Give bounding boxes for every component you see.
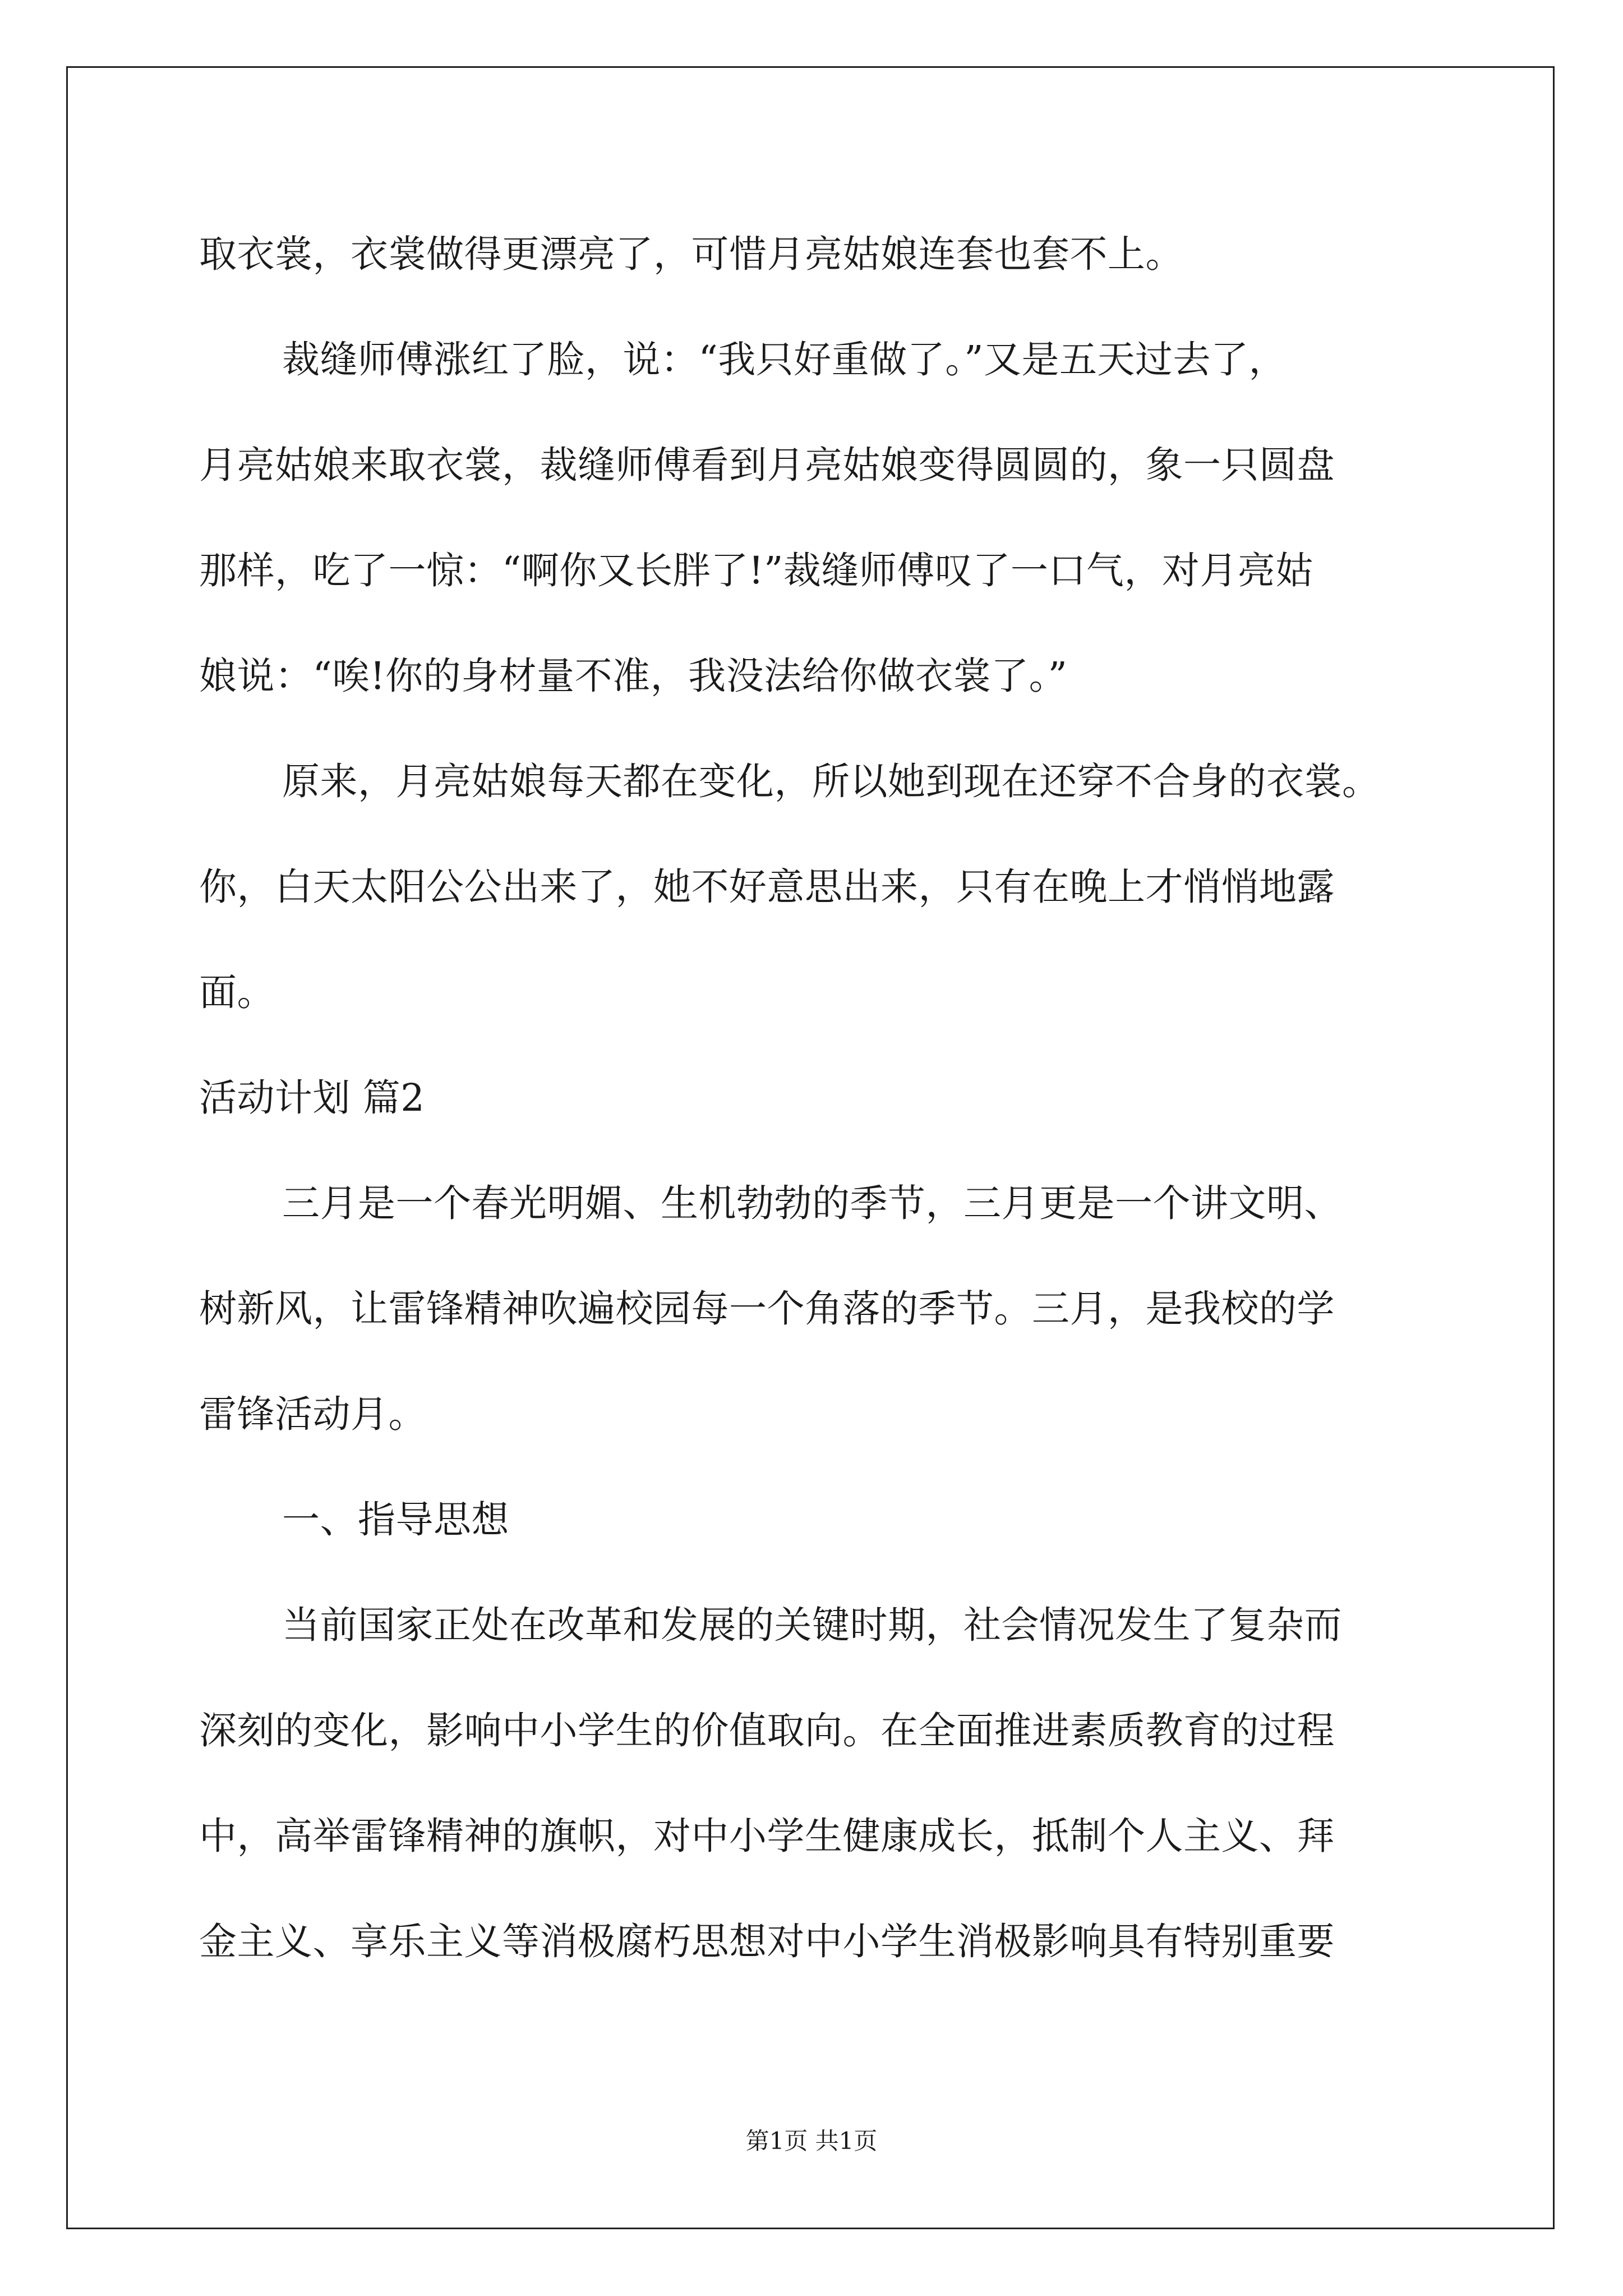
page-footer: 第1页 共1页 [745, 2127, 878, 2155]
paragraph-line: 雷锋活动月。 [199, 1392, 426, 1436]
section-heading: 活动计划 篇2 [199, 1076, 425, 1120]
paragraph-line: 月亮姑娘来取衣裳，裁缝师傅看到月亮姑娘变得圆圆的，象一只圆盘 [199, 443, 1335, 487]
paragraph-line: 当前国家正处在改革和发展的关键时期，社会情况发生了复杂而 [282, 1603, 1342, 1647]
paragraph-line: 你，白天太阳公公出来了，她不好意思出来，只有在晚上才悄悄地露 [199, 865, 1335, 909]
paragraph-line: 面。 [199, 970, 275, 1014]
paragraph-line: 三月是一个春光明媚、生机勃勃的季节，三月更是一个讲文明、 [282, 1181, 1342, 1225]
paragraph-line: 那样，吃了一惊：“啊你又长胖了!”裁缝师傅叹了一口气，对月亮姑 [199, 549, 1313, 592]
paragraph-line: 取衣裳，衣裳做得更漂亮了，可惜月亮姑娘连套也套不上。 [199, 232, 1183, 276]
subsection-heading: 一、指导思想 [282, 1498, 509, 1542]
paragraph-line: 原来，月亮姑娘每天都在变化，所以她到现在还穿不合身的衣裳。 [282, 760, 1380, 803]
paragraph-line: 中，高举雷锋精神的旗帜，对中小学生健康成长，抵制个人主义、拜 [199, 1814, 1335, 1858]
paragraph-line: 树新风，让雷锋精神吹遍校园每一个角落的季节。三月，是我校的学 [199, 1287, 1335, 1331]
paragraph-line: 深刻的变化，影响中小学生的价值取向。在全面推进素质教育的过程 [199, 1709, 1335, 1752]
paragraph-line: 裁缝师傅涨红了脸，说：“我只好重做了。”又是五天过去了， [282, 338, 1287, 381]
page-border [66, 66, 1555, 2229]
paragraph-line: 娘说：“唉!你的身材量不准，我没法给你做衣裳了。” [199, 654, 1068, 698]
paragraph-line: 金主义、享乐主义等消极腐朽思想对中小学生消极影响具有特别重要 [199, 1920, 1335, 1963]
